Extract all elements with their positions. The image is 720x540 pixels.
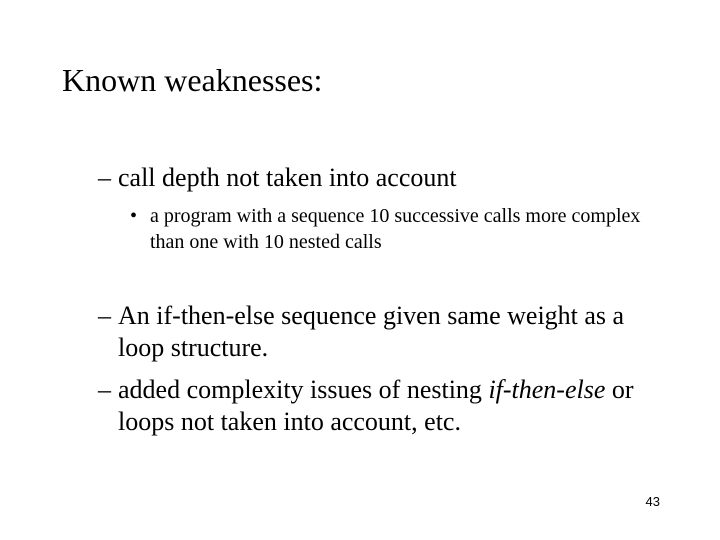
sub-list-item-text: a program with a sequence 10 successive calls more complex than one with 10 nested calls [150, 205, 641, 253]
list-item [98, 374, 658, 438]
list-item [98, 300, 658, 364]
list-item-text-end: or loops not taken into account, etc. [118, 375, 634, 436]
list-item-text-start: added complexity issues of nesting [118, 375, 489, 404]
bullet-marker: • [130, 205, 138, 227]
list-item-text: An if-then-else sequence given same weight as a loop structure. [118, 301, 625, 362]
list-item-text: call depth not taken into account [118, 163, 457, 192]
dash-marker: – [98, 301, 111, 330]
list-item-text [98, 374, 658, 438]
slide-title: Known weaknesses: [62, 62, 323, 98]
dash-marker: – [98, 163, 111, 192]
page-number: 43 [645, 494, 660, 509]
dash-marker: – [98, 375, 111, 404]
emphasized-term: if-then-else [488, 375, 606, 404]
list-item [98, 162, 658, 194]
sub-list-item [130, 203, 670, 255]
